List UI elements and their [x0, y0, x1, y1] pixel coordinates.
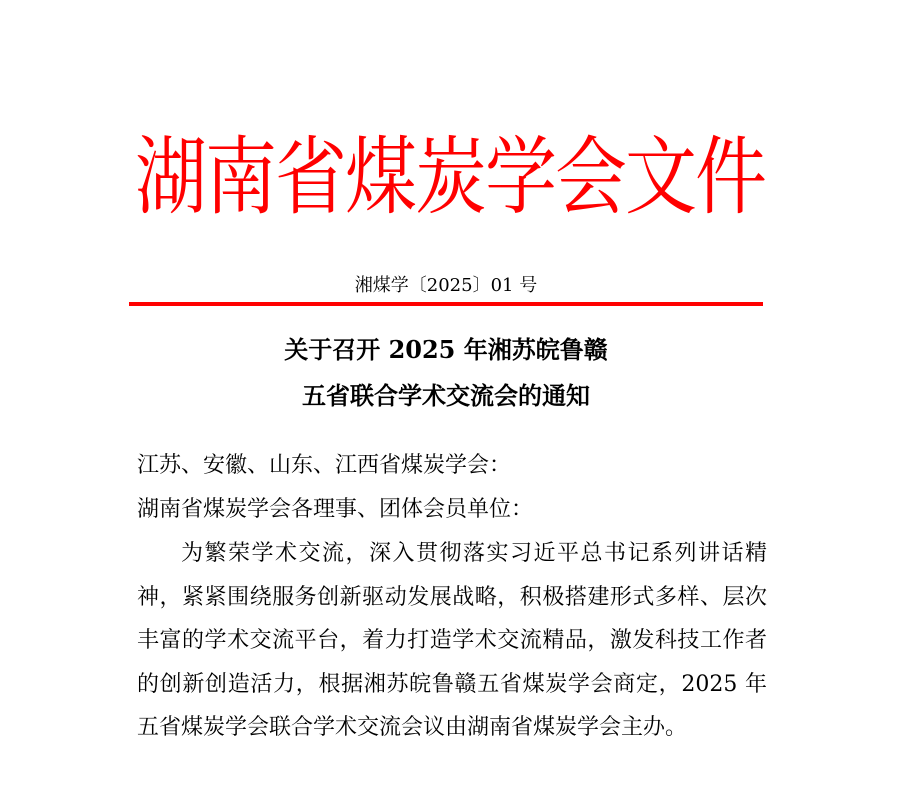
recipient-line-1: 江苏、安徽、山东、江西省煤炭学会：: [137, 453, 512, 478]
notice-title-line-1: 关于召开 2025 年湘苏皖鲁赣: [284, 335, 608, 364]
red-divider-line: [129, 302, 763, 306]
recipient-line-2: 湖南省煤炭学会各理事、团体会员单位：: [137, 497, 534, 522]
body-paragraph: 为繁荣学术交流，深入贯彻落实习近平总书记系列讲话精神，紧紧围绕服务创新驱动发展战略，积极搭建形式多样、层次丰富的学术交流平台，着力打造学术交流精品，激发科技工作者的创新创造活力，根据湘苏皖鲁赣五省煤炭学会商定，2025 年五省煤炭学会联合学术交流会议由湖南省煤炭学会主办。: [137, 541, 767, 740]
notice-title-line-2: 五省联合学术交流会的通知: [302, 381, 590, 410]
document-number: 湘煤学〔2025〕01 号: [354, 275, 538, 296]
organization-header-title: 湖南省煤炭学会文件: [134, 127, 765, 227]
